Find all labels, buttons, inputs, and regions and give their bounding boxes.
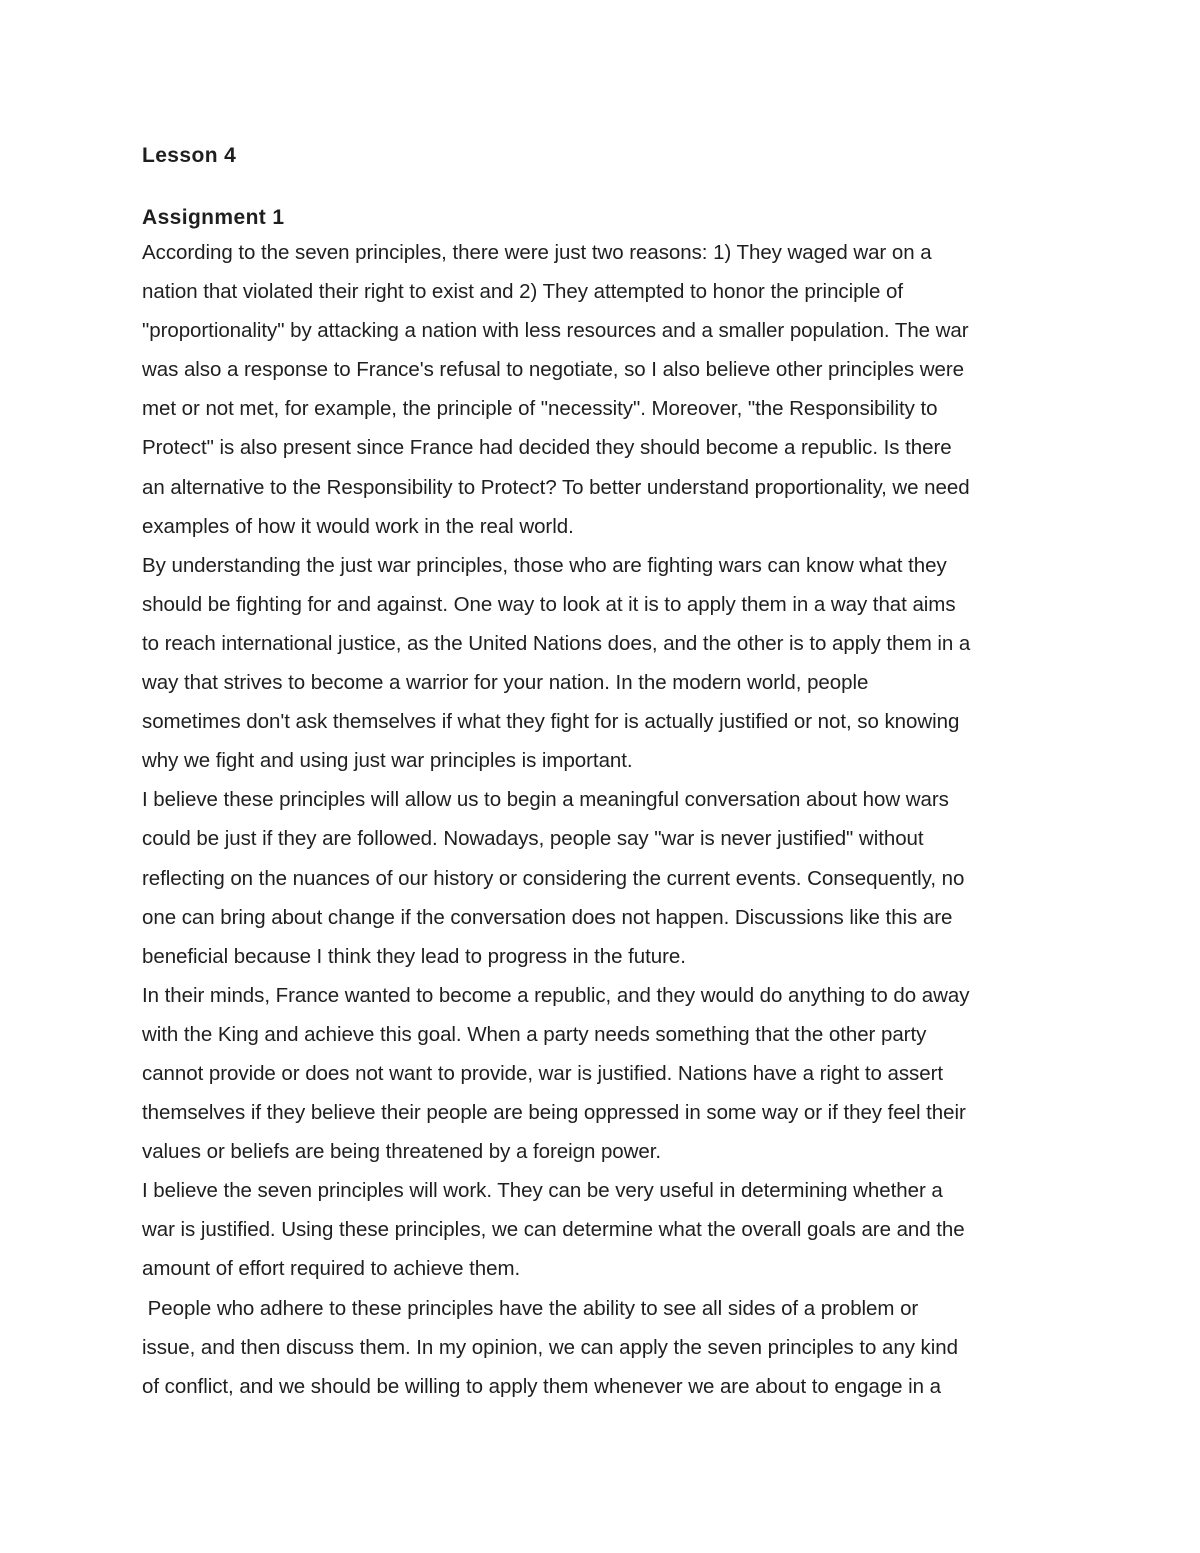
text-line: Protect" is also present since France had decided they should become a republic. Is there [142,436,952,460]
text-line: of conflict, and we should be willing to apply them whenever we are about to engage in a [142,1374,942,1398]
text-line: "proportionality" by attacking a nation with less resources and a smaller population. The war [142,319,969,343]
text-line: why we fight and using just war principles is important. [142,749,633,773]
text-line: I believe the seven principles will work. They can be very useful in determining whether a [142,1179,943,1203]
body-text [142,233,1062,1406]
text-line: way that strives to become a warrior for your nation. In the modern world, people [142,671,869,695]
text-line: amount of effort required to achieve them. [142,1257,521,1281]
text-line: According to the seven principles, there were just two reasons: 1) They waged war on a [142,241,932,264]
text-line: I believe these principles will allow us to begin a meaningful conversation about how wars [142,788,949,812]
text-line: values or beliefs are being threatened by a foreign power. [142,1140,662,1164]
text-line: an alternative to the Responsibility to Protect? To better understand proportionality, we need [142,475,970,499]
assignment-title: Assignment 1 [142,206,285,229]
text-line: reflecting on the nuances of our history or considering the current events. Consequently, no [142,866,965,890]
text-line: examples of how it would work in the real world. [142,514,574,538]
text-line: could be just if they are followed. Nowadays, people say "war is never justified" without [142,827,924,851]
text-line: By understanding the just war principles, those who are fighting wars can know what they [142,553,947,577]
text-line: met or not met, for example, the principle of "necessity". Moreover, "the Responsibility to [142,397,938,421]
text-line: In their minds, France wanted to become a republic, and they would do anything to do away [142,983,970,1007]
document-page [142,141,1062,1406]
text-line: People who adhere to these principles have the ability to see all sides of a problem or [142,1296,919,1320]
text-line: to reach international justice, as the United Nations does, and the other is to apply them in a [142,631,971,655]
text-line: sometimes don't ask themselves if what they fight for is actually justified or not, so knowing [142,710,960,734]
text-line: issue, and then discuss them. In my opinion, we can apply the seven principles to any kind [142,1335,958,1359]
text-line: war is justified. Using these principles, we can determine what the overall goals are and the [142,1218,965,1242]
text-line: with the King and achieve this goal. When a party needs something that the other party [142,1022,927,1046]
text-line: should be fighting for and against. One way to look at it is to apply them in a way that aims [142,592,956,616]
text-line: was also a response to France's refusal to negotiate, so I also believe other principles were [142,358,964,382]
lesson-title: Lesson 4 [142,144,237,167]
text-line: beneficial because I think they lead to progress in the future. [142,944,686,968]
text-line: nation that violated their right to exist and 2) They attempted to honor the principle of [142,280,903,304]
text-line: cannot provide or does not want to provide, war is justified. Nations have a right to assert [142,1061,944,1085]
text-line: themselves if they believe their people are being oppressed in some way or if they feel their [142,1101,966,1125]
text-line: one can bring about change if the conversation does not happen. Discussions like this are [142,905,953,929]
